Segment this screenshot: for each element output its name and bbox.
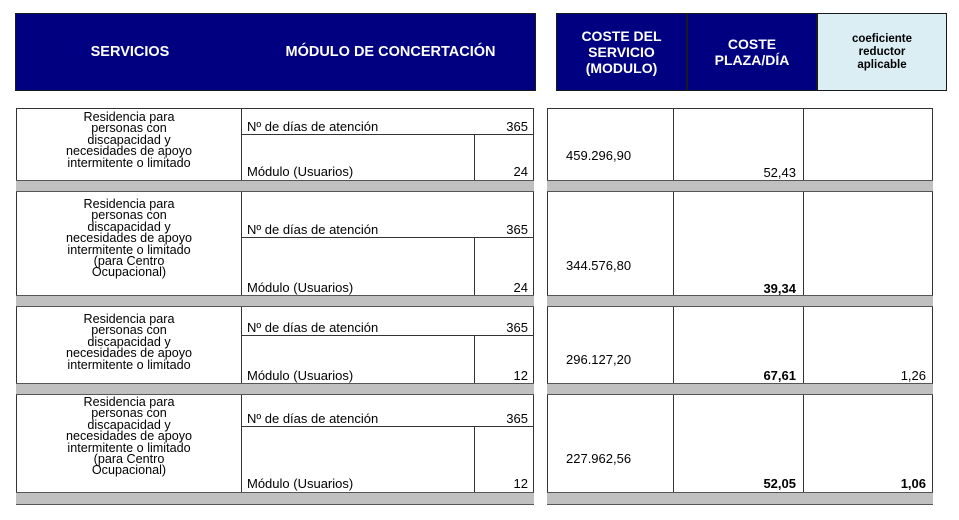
servicio-line: (para Centro bbox=[93, 254, 165, 269]
usuarios-value: 12 bbox=[513, 368, 528, 383]
modulo-label: Módulo (Usuarios) bbox=[247, 368, 354, 383]
row-separator bbox=[16, 492, 534, 505]
servicio-line: Ocupacional) bbox=[91, 463, 167, 478]
grid-line bbox=[241, 335, 534, 336]
servicio-line: personas con bbox=[91, 323, 167, 338]
header-modulo-concertacion: MÓDULO DE CONCERTACIÓN bbox=[285, 44, 496, 60]
dias-label: Nº de días de atención bbox=[247, 222, 379, 237]
dias-label: Nº de días de atención bbox=[247, 320, 379, 335]
header-coste-servicio-line-1: COSTE DEL bbox=[581, 28, 662, 44]
servicio-line: personas con bbox=[91, 121, 167, 136]
header-coeficiente-line-3: aplicable bbox=[857, 58, 907, 71]
coeficiente-value: 1,26 bbox=[900, 368, 926, 383]
header-coste-servicio-line-3: (MODULO) bbox=[585, 60, 658, 76]
usuarios-value: 24 bbox=[513, 280, 528, 295]
grid-line bbox=[474, 134, 475, 180]
row-separator bbox=[547, 295, 933, 307]
usuarios-value: 12 bbox=[513, 476, 528, 491]
coste-plaza-value: 39,34 bbox=[763, 281, 796, 296]
header-coeficiente bbox=[817, 13, 947, 91]
servicio-line: discapacidad y bbox=[87, 417, 171, 432]
coeficiente-value: 1,06 bbox=[900, 476, 926, 491]
row-separator bbox=[547, 180, 933, 192]
coste-plaza-value: 67,61 bbox=[763, 368, 796, 383]
servicio-line: Residencia para bbox=[83, 395, 175, 409]
grid-line bbox=[16, 108, 534, 109]
servicio-line: intermitente o limitado bbox=[67, 357, 191, 372]
row-separator bbox=[16, 180, 534, 192]
dias-label: Nº de días de atención bbox=[247, 411, 379, 426]
header-coste-plaza bbox=[687, 13, 817, 91]
servicio-line: Residencia para bbox=[83, 312, 175, 326]
row-separator bbox=[16, 383, 534, 395]
servicio-line: personas con bbox=[91, 208, 167, 223]
header-coste-servicio-line-2: SERVICIO bbox=[588, 44, 655, 60]
servicio-line: personas con bbox=[91, 406, 167, 421]
modulo-label: Módulo (Usuarios) bbox=[247, 476, 354, 491]
modulo-label: Módulo (Usuarios) bbox=[247, 164, 354, 179]
coste-servicio-value: 227.962,56 bbox=[566, 451, 632, 466]
dias-value: 365 bbox=[506, 411, 528, 426]
servicio-line: intermitente o limitado bbox=[67, 440, 191, 455]
row-separator bbox=[16, 295, 534, 307]
row-separator bbox=[547, 383, 933, 395]
table-row-4-servicio bbox=[17, 397, 241, 477]
coste-plaza-value: 52,05 bbox=[763, 476, 796, 491]
header-coste-plaza-line-2: PLAZA/DÍA bbox=[714, 52, 790, 68]
header-coste-plaza-line-1: COSTE bbox=[727, 36, 777, 52]
dias-label: Nº de días de atención bbox=[247, 119, 379, 134]
header-servicios: SERVICIOS bbox=[90, 44, 170, 60]
header-coeficiente-line-2: reductor bbox=[858, 45, 906, 58]
header-coeficiente-line-1: coeficiente bbox=[851, 32, 913, 45]
servicio-line: discapacidad y bbox=[87, 132, 171, 147]
servicio-line: necesidades de apoyo bbox=[65, 346, 193, 361]
row-separator bbox=[547, 492, 933, 505]
servicio-line: Ocupacional) bbox=[91, 265, 167, 280]
table-row-1-servicio bbox=[17, 112, 241, 169]
servicio-line: intermitente o limitado bbox=[67, 155, 191, 170]
servicio-line: Residencia para bbox=[83, 110, 175, 124]
table-row-2-servicio bbox=[17, 199, 241, 279]
modulo-label: Módulo (Usuarios) bbox=[247, 280, 354, 295]
usuarios-value: 24 bbox=[513, 164, 528, 179]
servicio-line: necesidades de apoyo bbox=[65, 429, 193, 444]
servicio-line: intermitente o limitado bbox=[67, 242, 191, 257]
servicio-line: necesidades de apoyo bbox=[65, 144, 193, 159]
grid-line bbox=[474, 237, 475, 295]
dias-value: 365 bbox=[506, 320, 528, 335]
table-row-3-servicio bbox=[17, 314, 241, 371]
dias-value: 365 bbox=[506, 119, 528, 134]
coste-plaza-value: 52,43 bbox=[763, 165, 796, 180]
coste-servicio-value: 459.296,90 bbox=[566, 148, 632, 163]
grid-line bbox=[241, 426, 534, 427]
grid-line bbox=[241, 237, 534, 238]
servicio-line: discapacidad y bbox=[87, 334, 171, 349]
grid-line bbox=[241, 134, 534, 135]
grid-line bbox=[474, 426, 475, 492]
dias-value: 365 bbox=[506, 222, 528, 237]
coste-servicio-value: 296.127,20 bbox=[566, 352, 632, 367]
coste-servicio-value: 344.576,80 bbox=[566, 258, 632, 273]
grid-line bbox=[474, 335, 475, 383]
header-coste-servicio bbox=[556, 13, 687, 91]
servicio-line: discapacidad y bbox=[87, 219, 171, 234]
servicio-line: Residencia para bbox=[83, 197, 175, 211]
servicio-line: (para Centro bbox=[93, 452, 165, 467]
grid-line bbox=[547, 108, 933, 109]
servicio-line: necesidades de apoyo bbox=[65, 231, 193, 246]
